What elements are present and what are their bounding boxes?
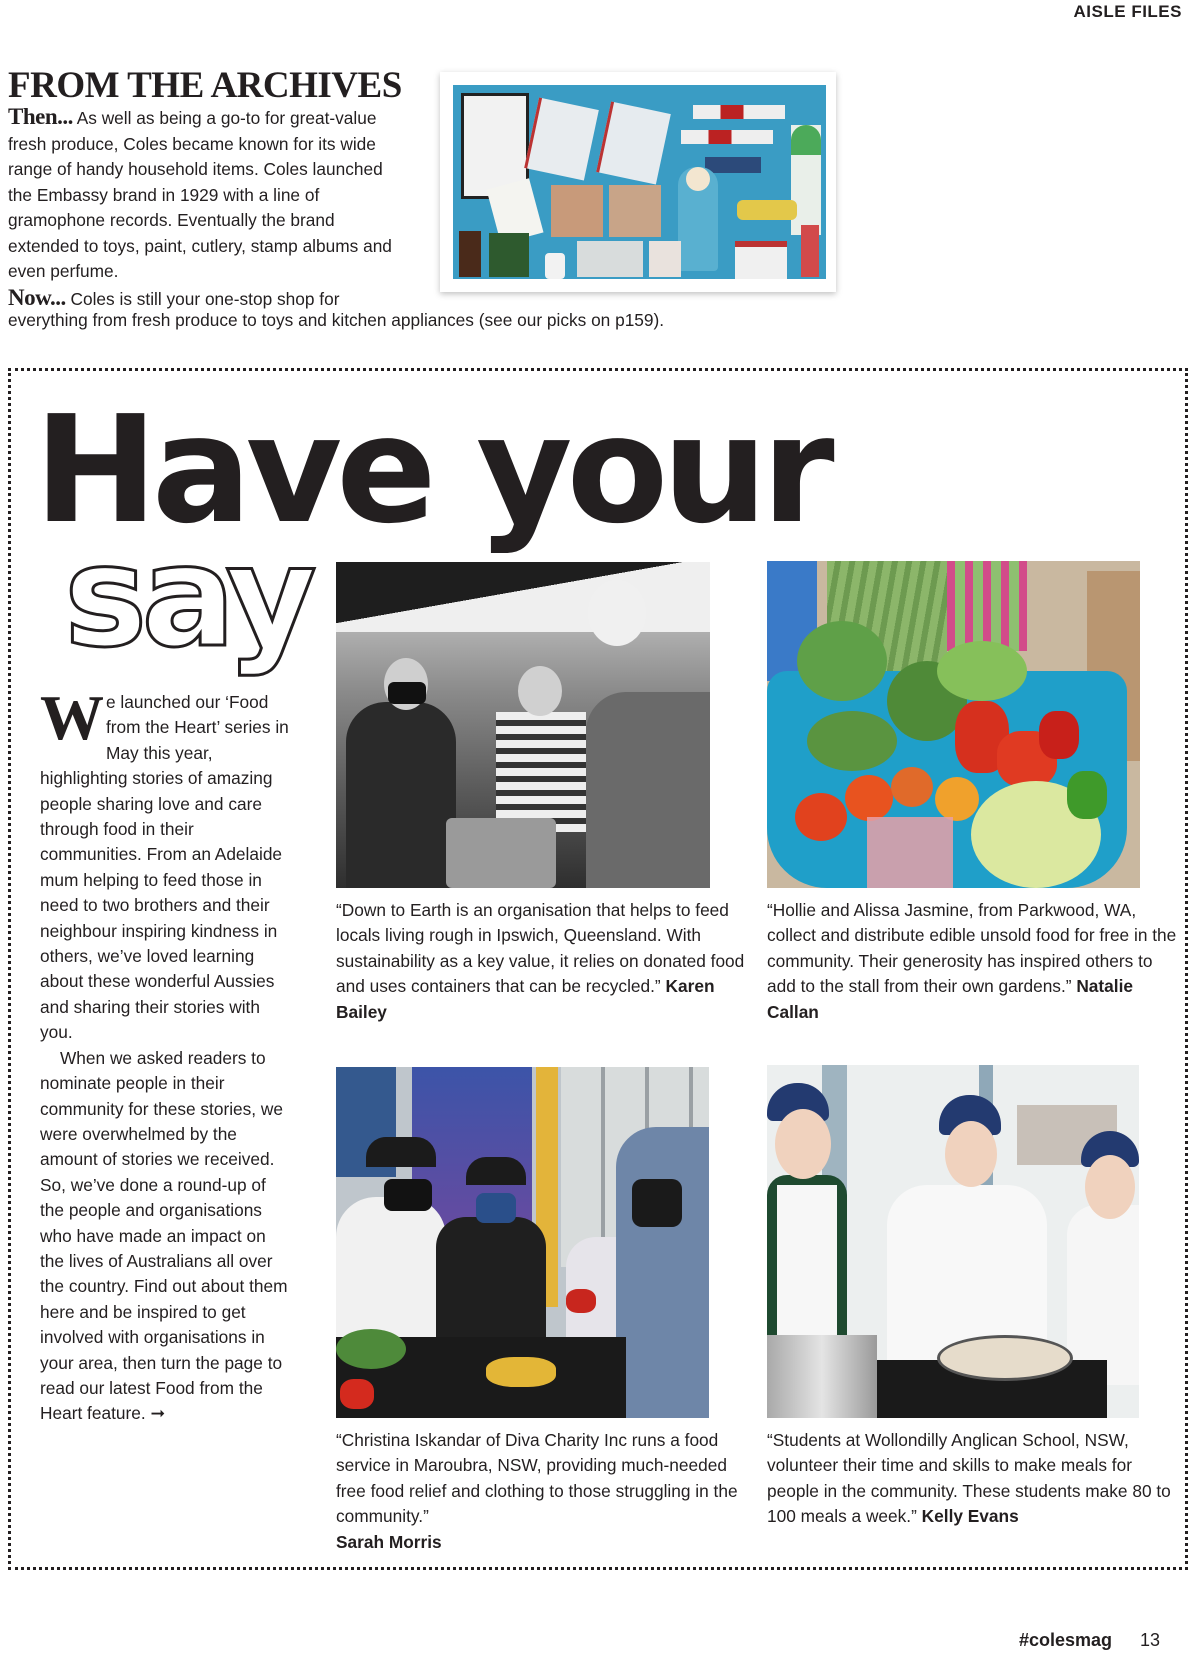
arrow-right-icon: ➞ <box>150 1403 165 1424</box>
story-credit-4: Kelly Evans <box>921 1506 1019 1527</box>
story-credit-2: Natalie Callan <box>767 976 1133 1022</box>
then-lead: Then... <box>8 104 73 129</box>
story-caption-4 <box>767 1428 1177 1530</box>
now-text: Coles is still your one-stop shop for <box>65 288 340 309</box>
headline-line-2: say <box>64 516 311 679</box>
story-photo-3 <box>336 1067 709 1418</box>
dropcap: W <box>40 682 102 753</box>
story-caption-2 <box>767 898 1177 1025</box>
intro-paragraph-2: When we asked readers to nominate people in their community for these stories, we were overwhelmed by the amount of stories we received. So, we’ve done a round-up of the people and organisations who have made an impact on the lives of Australians all over the country. Find out about them here and be inspired to get involved with organisations in your area, then turn the page to read our latest Food from the Heart feature. <box>40 1047 288 1424</box>
now-lead: Now... <box>8 284 66 310</box>
story-caption-3 <box>336 1428 746 1555</box>
archives-title: FROM THE ARCHIVES <box>8 65 402 106</box>
intro-text <box>40 682 292 1427</box>
archive-photo-frame <box>440 72 836 292</box>
story-quote-3: “Christina Iskandar of Diva Charity Inc runs a food service in Maroubra, NSW, providing much-needed free food relief and clothing to those struggling in the community.” <box>336 1430 738 1527</box>
story-photo-4 <box>767 1065 1139 1418</box>
then-text: As well as being a go-to for great-value fresh produce, Coles became known for its wide range of handy household items. Coles launched the Embassy brand in 1929 with a line of gramophone records. Eventually the brand extended to toys, paint, cutlery, stamp albums and even perfume. <box>8 108 392 281</box>
archive-photo <box>453 85 826 279</box>
intro-paragraph-1: e launched our ‘Food from the Heart’ series in May this year, highlighting stories of amazing people sharing love and care through food in their communities. From an Adelaide mum helping to feed those in need to two brothers and their neighbour inspiring kindness in others, we’ve loved learning about these wonderful Aussies and sharing their stories with you. <box>40 692 289 1043</box>
page-number: 13 <box>1139 1630 1160 1650</box>
story-credit-1: Karen Bailey <box>336 976 715 1022</box>
story-quote-2: “Hollie and Alissa Jasmine, from Parkwood, WA, collect and distribute edible unsold food for free in the community. Their generosity has inspired others to add to the stall from their own gardens.” <box>767 900 1177 997</box>
story-caption-1 <box>336 898 746 1025</box>
archives-body-continued: everything from fresh produce to toys and kitchen appliances (see our picks on p159). <box>8 310 665 330</box>
story-photo-2 <box>767 561 1140 888</box>
story-quote-1: “Down to Earth is an organisation that helps to feed locals living rough in Ipswich, Queensland. With sustainability as a key value, it relies on donated food and uses containers that can be recycled.” <box>336 900 745 997</box>
section-label: AISLE FILES <box>1073 2 1182 21</box>
story-quote-4: “Students at Wollondilly Anglican School, NSW, volunteer their time and skills to make meals for people in the community. These students make 80 to 100 meals a week.” <box>767 1430 1171 1527</box>
story-photo-1 <box>336 562 710 888</box>
headline-line-1: Have your <box>34 384 829 556</box>
archives-body <box>8 104 408 312</box>
story-credit-3: Sarah Morris <box>336 1531 442 1552</box>
footer-hashtag: #colesmag <box>1018 1630 1112 1650</box>
